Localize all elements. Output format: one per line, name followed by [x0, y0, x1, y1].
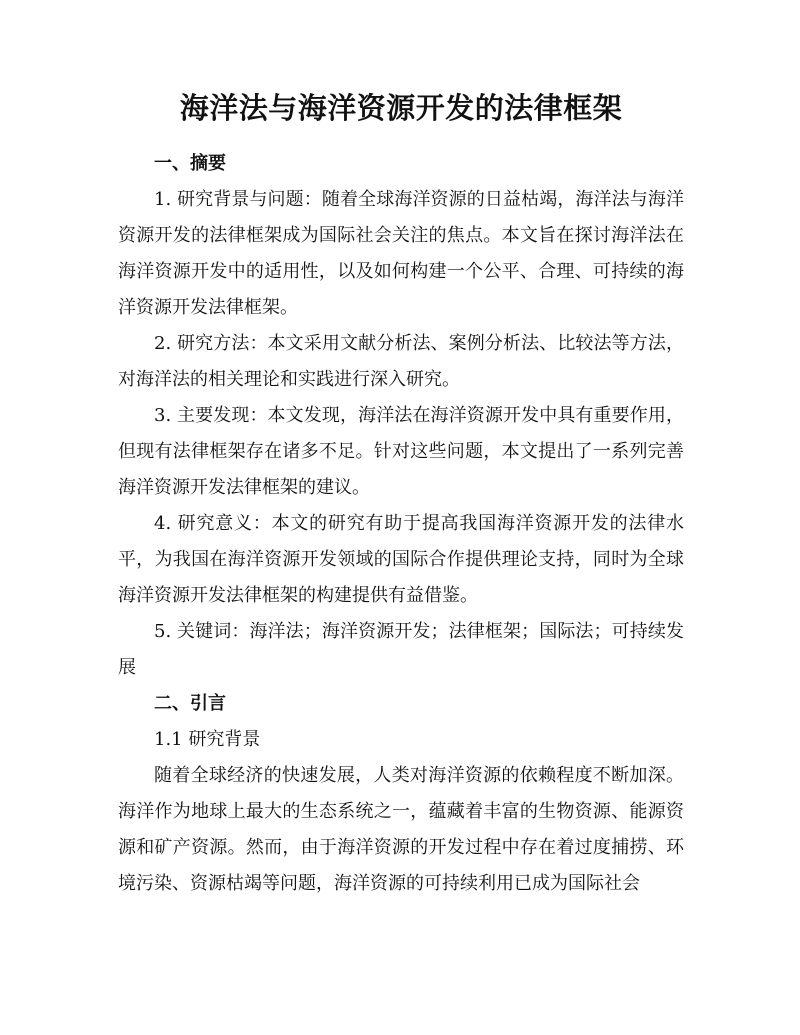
abstract-item-background: 1. 研究背景与问题：随着全球海洋资源的日益枯竭，海洋法与海洋资源开发的法律框架成为国际社会关注的焦点。本文旨在探讨海洋法在海洋资源开发中的适用性，以及如何构建一个公平、合理、可持续的海洋资源开发法律框架。 [118, 189, 684, 318]
abstract-item-findings: 3. 主要发现：本文发现，海洋法在海洋资源开发中具有重要作用，但现有法律框架存在诸多不足。针对这些问题，本文提出了一系列完善海洋资源开发法律框架的建议。 [118, 405, 684, 498]
abstract-item-keywords: 5. 关键词：海洋法；海洋资源开发；法律框架；国际法；可持续发展 [118, 621, 684, 678]
abstract-item-significance: 4. 研究意义：本文的研究有助于提高我国海洋资源开发的法律水平，为我国在海洋资源开发领域的国际合作提供理论支持，同时为全球海洋资源开发法律框架的构建提供有益借鉴。 [118, 513, 684, 606]
document-title: 海洋法与海洋资源开发的法律框架 [179, 91, 623, 125]
abstract-section [118, 146, 684, 686]
introduction-heading: 二、引言 [154, 693, 226, 714]
research-background-subheading: 1.1 研究背景 [154, 729, 261, 750]
document-page [118, 88, 684, 902]
introduction-paragraph: 随着全球经济的快速发展，人类对海洋资源的依赖程度不断加深。海洋作为地球上最大的生态系统之一，蕴藏着丰富的生物资源、能源资源和矿产资源。然而，由于海洋资源的开发过程中存在着过度捕捞、环境污染、资源枯竭等问题，海洋资源的可持续利用已成为国际社会 [118, 765, 684, 894]
abstract-item-methods: 2. 研究方法：本文采用文献分析法、案例分析法、比较法等方法，对海洋法的相关理论和实践进行深入研究。 [118, 333, 684, 390]
introduction-section [118, 686, 684, 902]
abstract-heading: 一、摘要 [154, 153, 226, 174]
